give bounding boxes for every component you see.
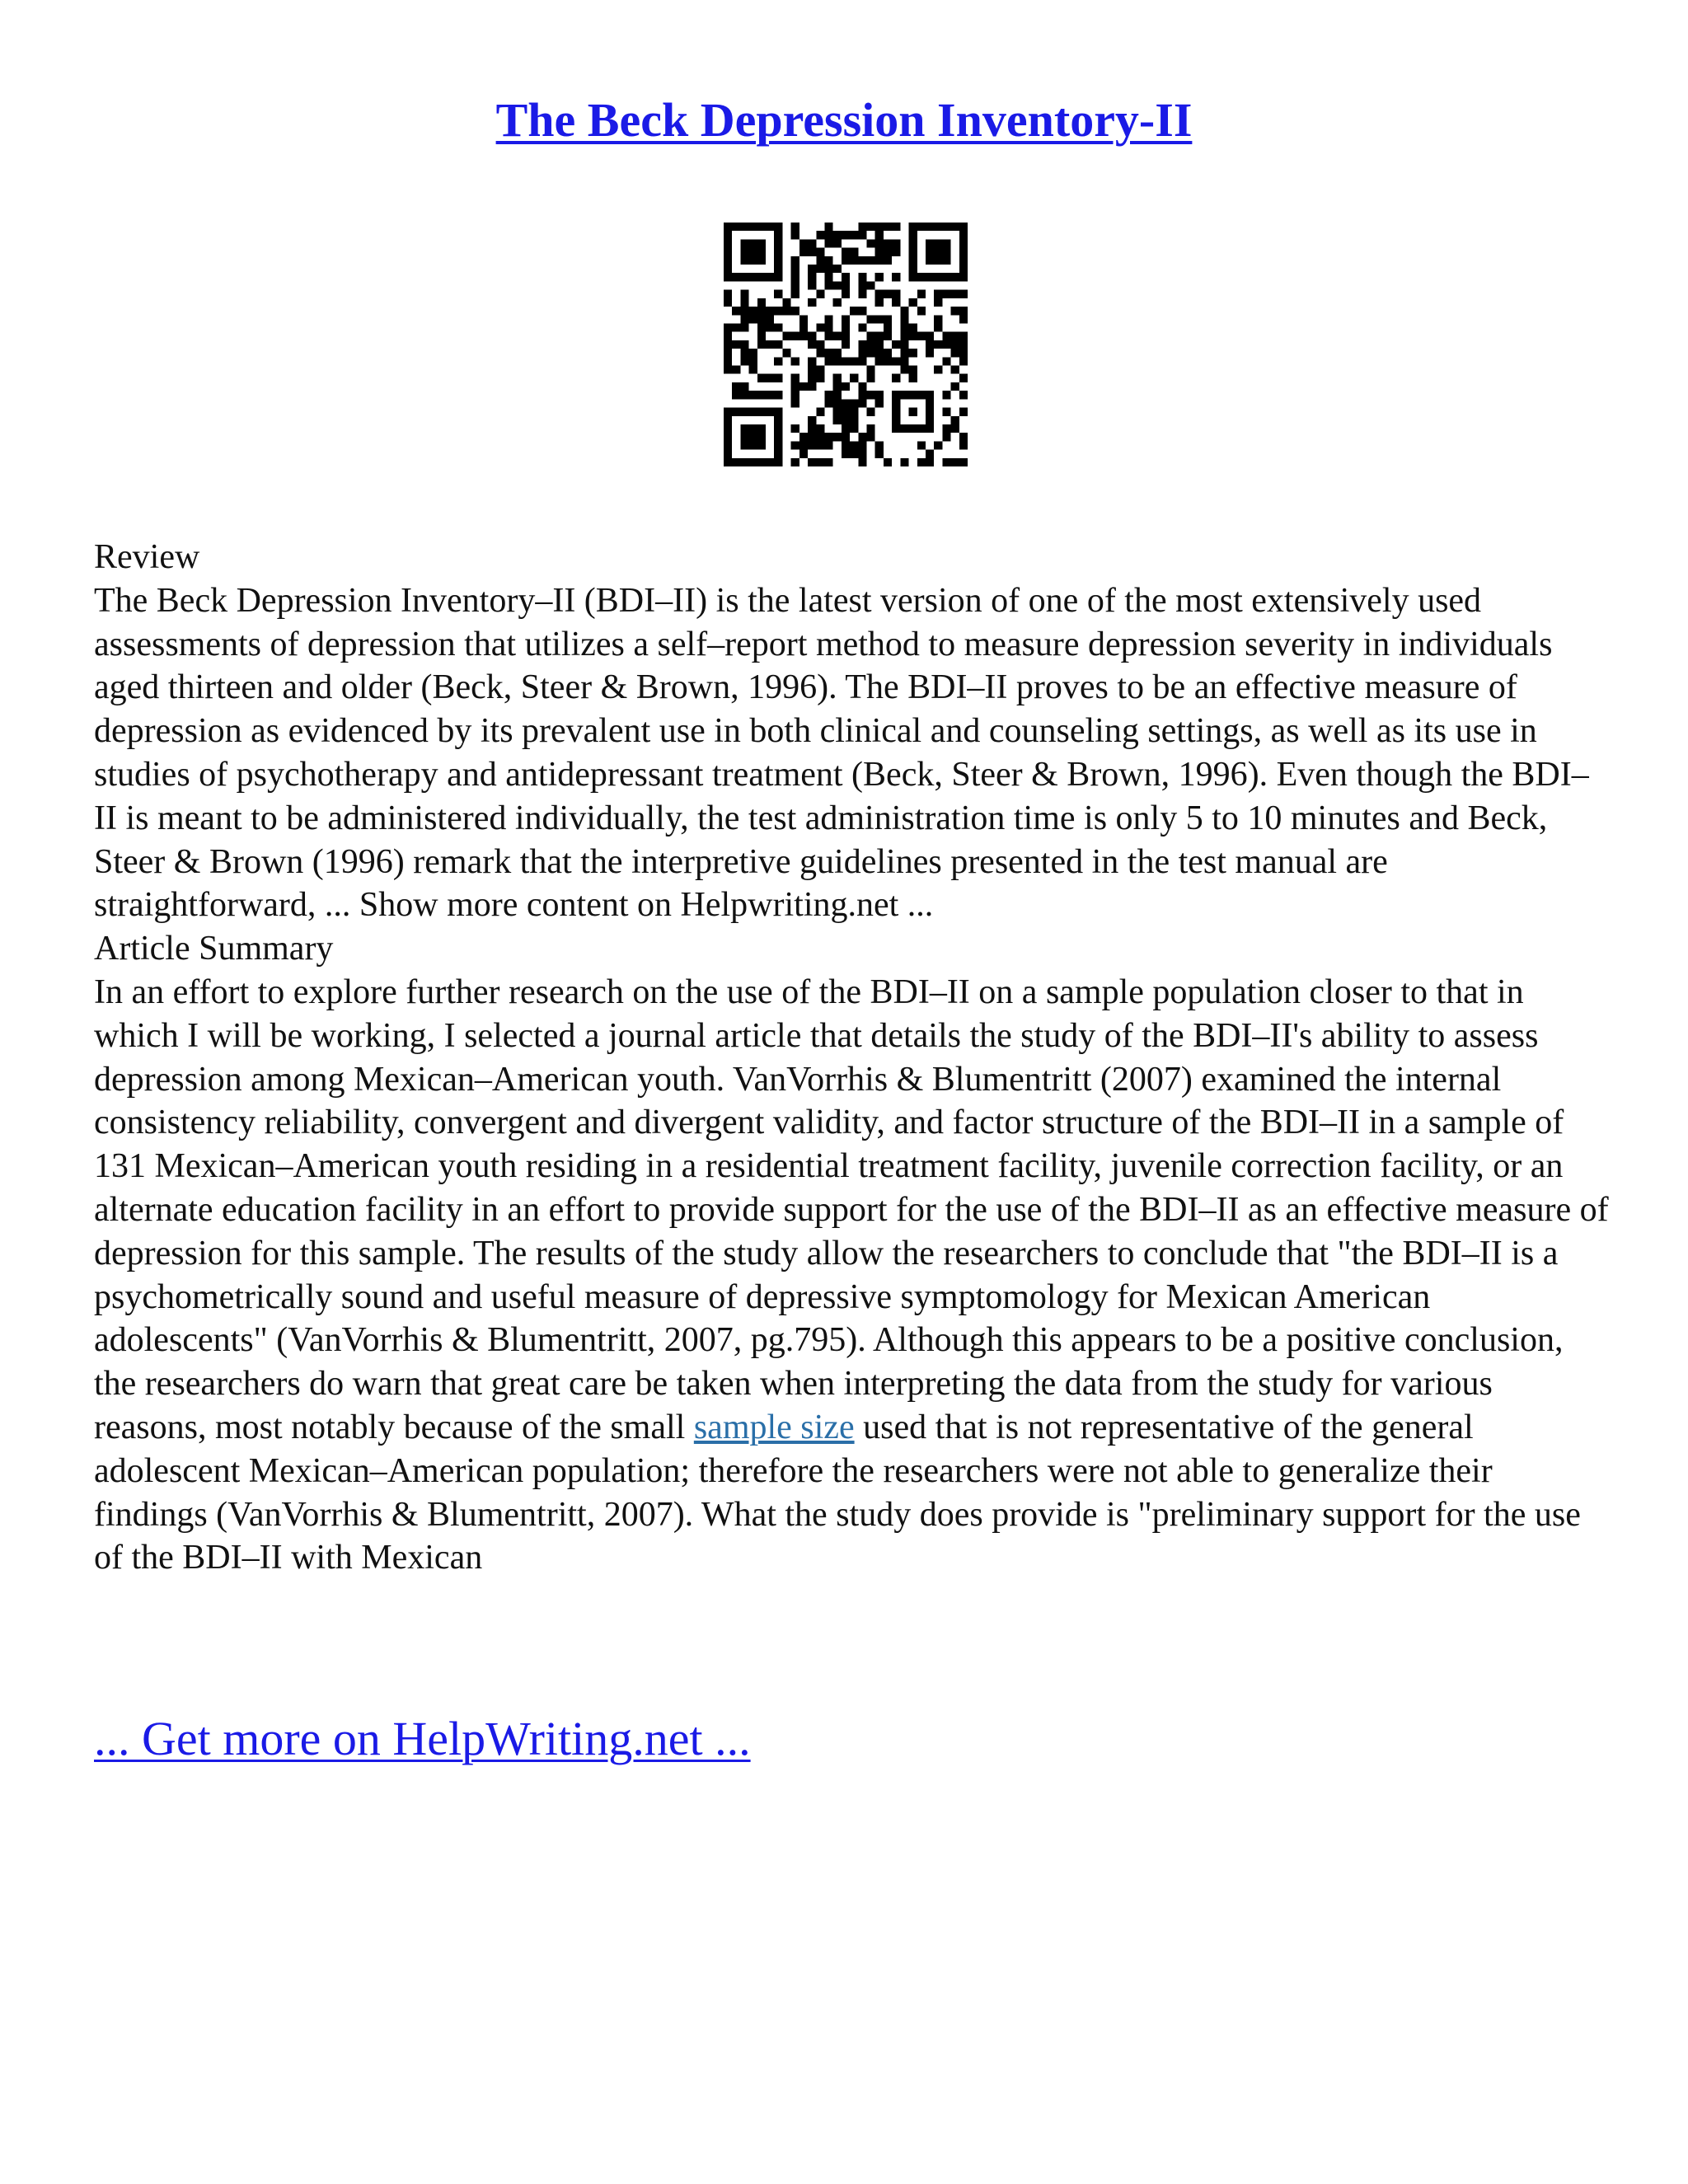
review-heading: Review <box>94 538 200 576</box>
summary-text-before: In an effort to explore further research on the use of the BDI–II on a sample population closer to that in which I will be working, I selected a journal article that details the study of the BDI–II's ability to assess depression among Mexican–American youth. VanVorrhis & Blumentritt (2007) examined the internal consistency reliability, convergent and divergent validity, and factor structure of the BDI–II in a sample of 131 Mexican–American youth residing in a residential treatment facility, juvenile correction facility, or an alternate education facility in an effort to provide support for the use of the BDI–II as an effective measure of depression for this sample. The results of the study allow the researchers to conclude that "the BDI–II is a psychometrically sound and useful measure of depressive symptomology for Mexican American adolescents" (VanVorrhis & Blumentritt, 2007, pg.795). Although this appears to be a positive conclusion, the researchers do warn that great care be taken when interpreting the data from the study for various reasons, most notably because of the small <box>94 972 1609 1446</box>
article-content <box>94 536 1611 1580</box>
review-paragraph: The Beck Depression Inventory–II (BDI–II) is the latest version of one of the most extensively used assessments of depression that utilizes a self–report method to measure depression severity in individuals aged thirteen and older (Beck, Steer & Brown, 1996). The BDI–II proves to be an effective measure of depression as evidenced by its prevalent use in both clinical and counseling settings, as well as its use in studies of psychotherapy and antidepressant treatment (Beck, Steer & Brown, 1996). Even though the BDI–II is meant to be administered individually, the test administration time is only 5 to 10 minutes and Beck, Steer & Brown (1996) remark that the interpretive guidelines presented in the test manual are straightforward, ... Show more content on Helpwriting.net ... <box>94 581 1589 925</box>
sample-size-link[interactable]: sample size <box>693 1408 855 1446</box>
page-title <box>0 89 1688 152</box>
summary-heading: Article Summary <box>94 930 334 968</box>
summary-text-after: used that is not representative of the general adolescent Mexican–American population; therefore the researchers were not able to generalize their findings (VanVorrhis & Blumentritt, 2007). What the study does provide is "preliminary support for the use of the BDI–II with Mexican <box>94 1408 1581 1577</box>
qr-code-icon <box>724 223 968 466</box>
title-link[interactable]: The Beck Depression Inventory-II <box>495 93 1193 147</box>
get-more-link[interactable]: ... Get more on HelpWriting.net ... <box>94 1712 751 1765</box>
summary-paragraph <box>94 971 1611 1580</box>
